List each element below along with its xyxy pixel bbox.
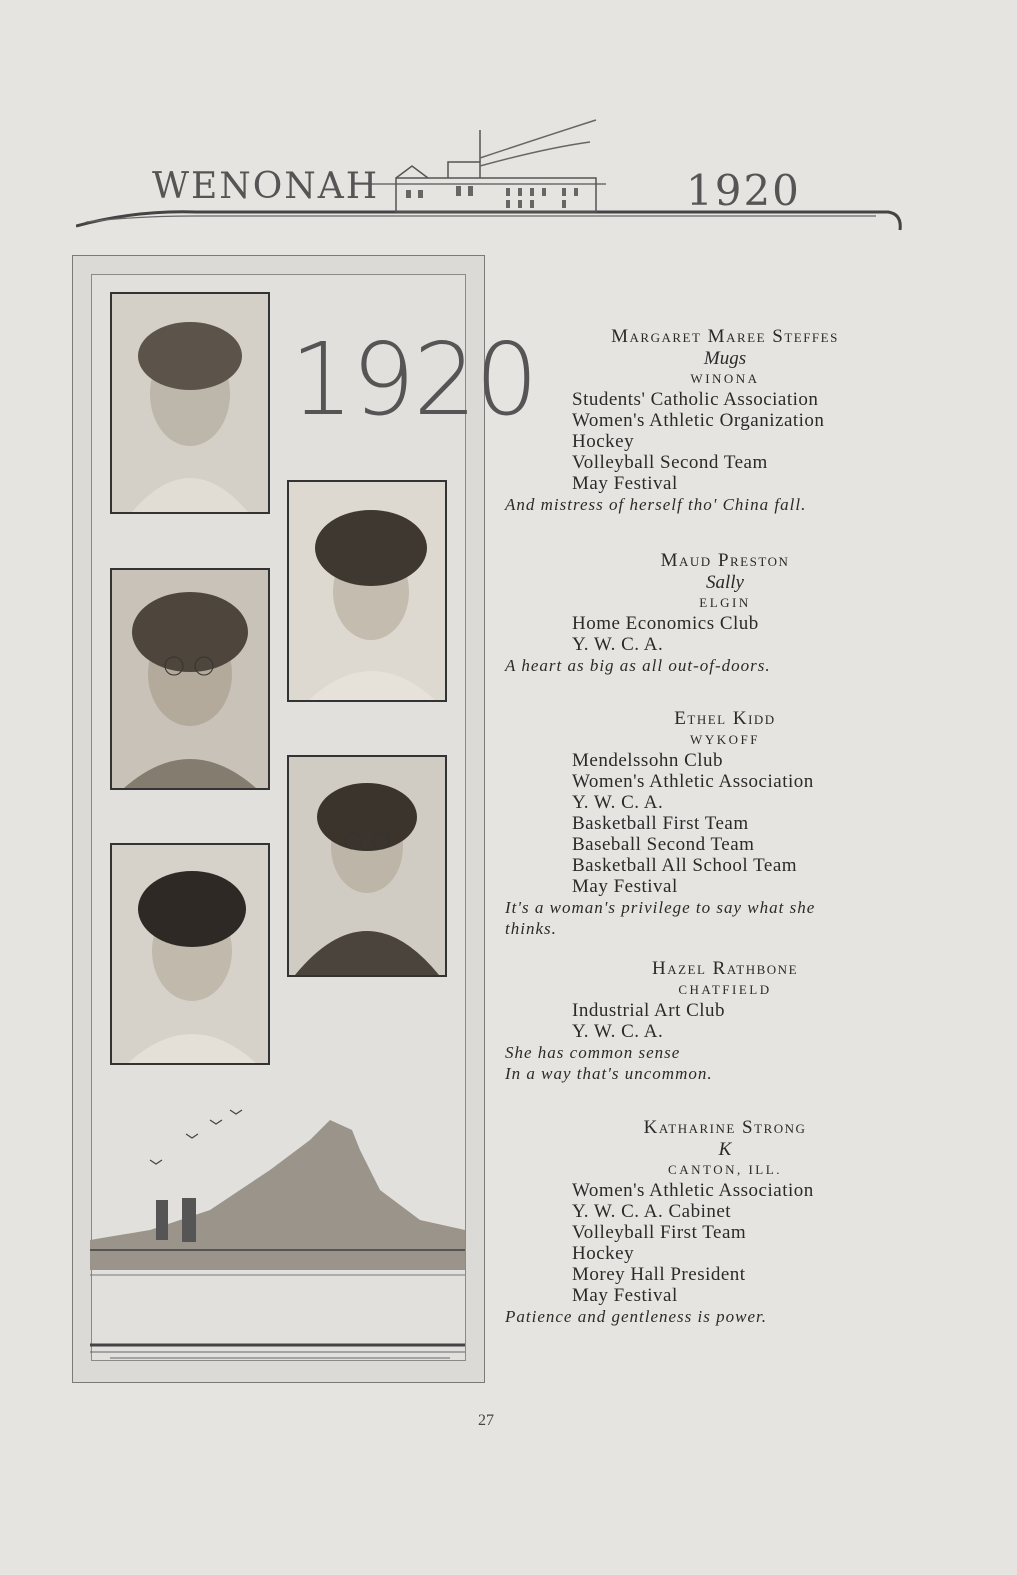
student-name: Katharine Strong [643, 1117, 807, 1138]
student-name: Margaret Maree Steffes [611, 326, 839, 347]
student-hometown: CHATFIELD [678, 982, 772, 997]
student-entry-5 [505, 1117, 945, 1327]
yearbook-title: WENONAH [152, 166, 380, 207]
page-number: 27 [478, 1412, 494, 1429]
activity-item: Women's Athletic Association [572, 1180, 814, 1201]
student-quote: And mistress of herself tho' China fall. [505, 495, 807, 514]
activity-item: Home Economics Club [572, 613, 759, 634]
student-nickname: K [718, 1139, 732, 1160]
portrait-photo-3 [110, 568, 270, 790]
student-quote: It's a woman's privilege to say what she [505, 898, 816, 917]
portrait-photo-5 [110, 843, 270, 1065]
student-quote: Patience and gentleness is power. [505, 1307, 767, 1326]
activity-item: Hockey [572, 1243, 635, 1264]
portrait-photo-1 [110, 292, 270, 514]
activity-item: May Festival [572, 1285, 678, 1306]
portrait-photo-4 [287, 755, 447, 977]
student-quote: thinks. [505, 919, 557, 938]
student-entry-3 [505, 708, 945, 939]
activity-item: Women's Athletic Organization [572, 410, 825, 431]
activity-item: May Festival [572, 876, 678, 897]
student-nickname: Mugs [703, 348, 747, 369]
activity-item: Volleyball First Team [572, 1222, 747, 1243]
student-hometown: WINONA [690, 371, 760, 386]
activity-item: Y. W. C. A. [572, 1021, 664, 1042]
student-hometown: CANTON, ILL. [668, 1162, 782, 1177]
student-hometown: ELGIN [699, 595, 751, 610]
activity-item: Industrial Art Club [572, 1000, 726, 1021]
student-name: Hazel Rathbone [651, 958, 799, 979]
activity-item: Women's Athletic Association [572, 771, 814, 792]
activity-item: Baseball Second Team [572, 834, 755, 855]
landscape-illustration [90, 1090, 465, 1365]
activity-item: Basketball All School Team [572, 855, 798, 876]
student-entry-2 [505, 550, 945, 676]
activity-item: Mendelssohn Club [572, 750, 724, 771]
student-quote: She has common sense [505, 1043, 681, 1062]
activity-item: May Festival [572, 473, 678, 494]
portrait-photo-2 [287, 480, 447, 702]
student-hometown: WYKOFF [690, 732, 760, 747]
student-name: Maud Preston [660, 550, 790, 571]
student-quote: A heart as big as all out-of-doors. [505, 656, 771, 675]
student-nickname: Sally [706, 572, 744, 593]
activity-item: Students' Catholic Association [572, 389, 819, 410]
activity-item: Y. W. C. A. [572, 634, 664, 655]
student-name: Ethel Kidd [674, 708, 776, 729]
activity-item: Y. W. C. A. [572, 792, 664, 813]
student-entry-4 [505, 958, 945, 1084]
activity-item: Basketball First Team [572, 813, 749, 834]
activity-item: Y. W. C. A. Cabinet [572, 1201, 732, 1222]
activity-item: Morey Hall President [572, 1264, 746, 1285]
activity-item: Hockey [572, 431, 635, 452]
student-quote: In a way that's uncommon. [505, 1064, 713, 1083]
panel-year-art: 1920 [290, 321, 537, 438]
activity-item: Volleyball Second Team [572, 452, 768, 473]
header-year: 1920 [686, 166, 801, 215]
student-entry-1 [505, 326, 945, 515]
